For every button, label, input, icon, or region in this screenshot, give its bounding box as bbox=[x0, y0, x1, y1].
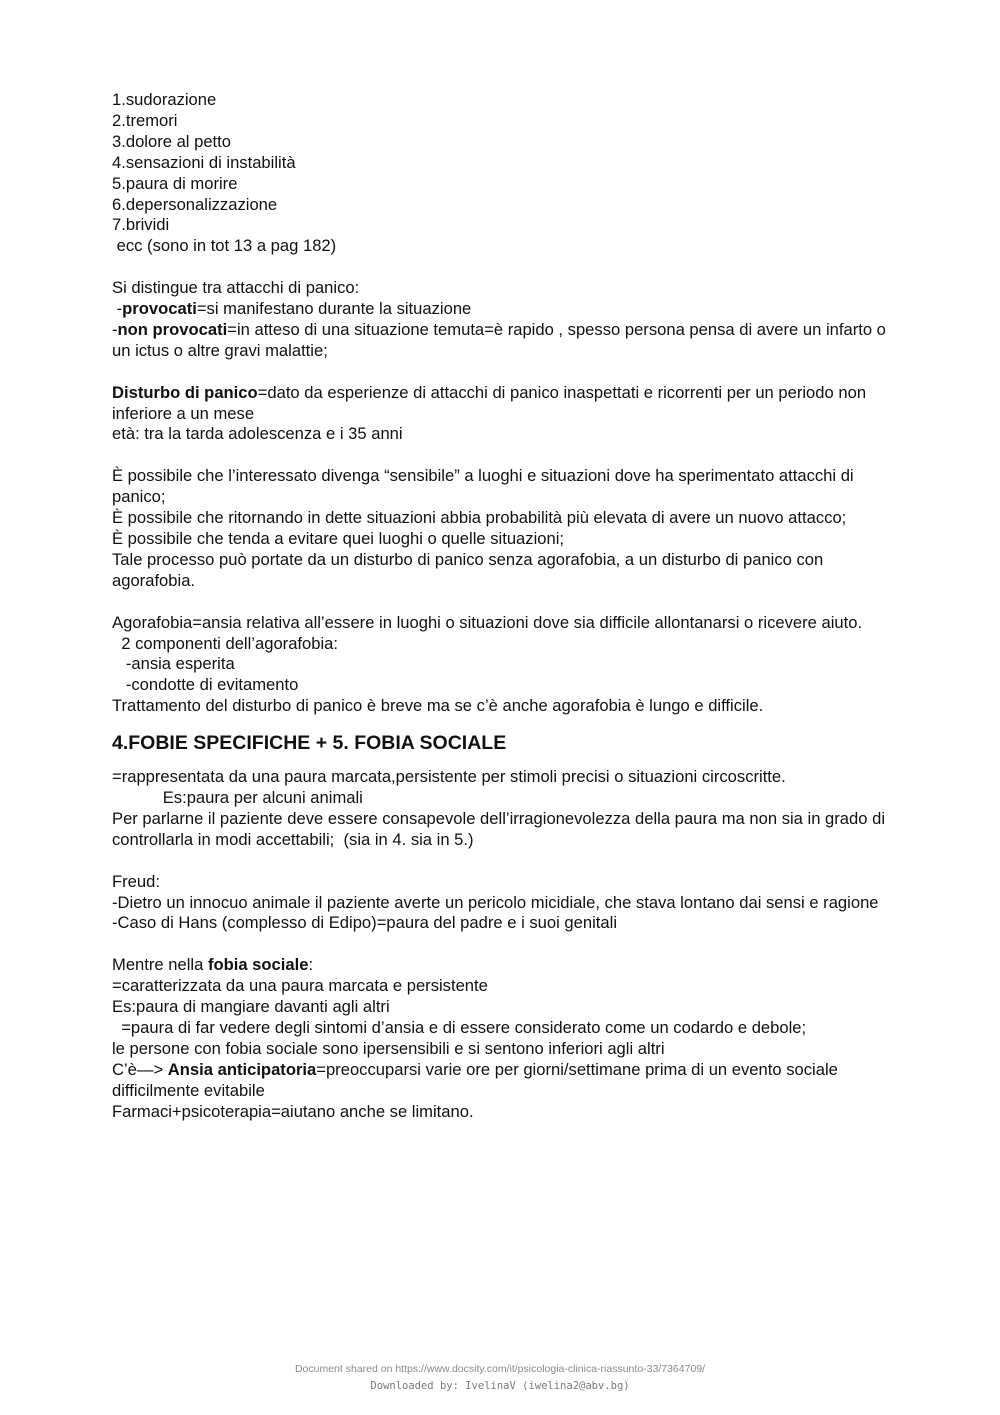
list-item: ecc (sono in tot 13 a pag 182) bbox=[112, 236, 337, 256]
text-run: - bbox=[112, 299, 123, 319]
text-run: =in atteso di una situazione temuta=è rapido , spesso persona pensa di avere un infarto o un ictus o altre gravi malattie; bbox=[112, 319, 891, 360]
paragraph: Trattamento del disturbo di panico è breve ma se c’è anche agorafobia è lungo e difficile. bbox=[112, 696, 764, 716]
paragraph: È possibile che tenda a evitare quei luoghi o quelle situazioni; bbox=[112, 528, 565, 548]
text-run: =si manifestano durante la situazione bbox=[196, 299, 472, 319]
list-item: -condotte di evitamento bbox=[112, 675, 299, 695]
list-item: 4.sensazioni di instabilità bbox=[112, 152, 296, 172]
list-item: 3.dolore al petto bbox=[112, 131, 232, 151]
paragraph: 2 componenti dell’agorafobia: bbox=[112, 633, 339, 653]
text-run: Mentre nella bbox=[112, 955, 208, 975]
list-item: 2.tremori bbox=[112, 110, 178, 130]
text-run: : bbox=[308, 955, 314, 975]
freud-section bbox=[112, 872, 902, 935]
panic-disorder-section bbox=[112, 383, 902, 446]
paragraph: Freud: bbox=[112, 871, 160, 891]
bold-term: provocati bbox=[122, 299, 197, 319]
sensitivity-section bbox=[112, 466, 902, 591]
paragraph: È possibile che ritornando in dette situazioni abbia probabilità più elevata di avere un nuovo attacco; bbox=[112, 508, 847, 528]
list-item: 6.depersonalizzazione bbox=[112, 194, 278, 214]
paragraph: Es:paura di mangiare davanti agli altri bbox=[112, 997, 390, 1017]
paragraph bbox=[112, 1060, 902, 1102]
paragraph bbox=[112, 955, 902, 976]
panic-attacks-section bbox=[112, 278, 902, 362]
bold-term: Disturbo di panico bbox=[112, 382, 258, 402]
bold-term: Ansia anticipatoria bbox=[167, 1059, 317, 1079]
paragraph: Per parlarne il paziente deve essere consapevole dell’irragionevolezza della paura ma non sia in grado di controllarla in modi accettabili; (sia in 4. sia in 5.) bbox=[112, 808, 890, 849]
document-page bbox=[112, 90, 902, 1123]
paragraph: =caratterizzata da una paura marcata e persistente bbox=[112, 976, 488, 996]
list-item: 7.brividi bbox=[112, 215, 170, 235]
paragraph: -Caso di Hans (complesso di Edipo)=paura del padre e i suoi genitali bbox=[112, 913, 618, 933]
paragraph: Si distingue tra attacchi di panico: bbox=[112, 278, 360, 298]
list-item: -ansia esperita bbox=[112, 654, 235, 674]
paragraph: le persone con fobia sociale sono ipersensibili e si sentono inferiori agli altri bbox=[112, 1038, 665, 1058]
text-run: =preoccuparsi varie ore per giorni/settimane prima di un evento sociale difficilmente evitabile bbox=[112, 1059, 843, 1100]
footer-downloaded-by: Downloaded by: IvelinaV (iwelina2@abv.bg) bbox=[370, 1380, 630, 1392]
agoraphobia-section bbox=[112, 613, 902, 718]
symptom-list bbox=[112, 90, 902, 257]
text-run: =dato da esperienze di attacchi di panico inaspettati e ricorrenti per un periodo non inferiore a un mese bbox=[112, 382, 871, 423]
paragraph: età: tra la tarda adolescenza e i 35 anni bbox=[112, 424, 403, 444]
paragraph bbox=[112, 383, 902, 425]
bold-term: non provocati bbox=[117, 319, 228, 339]
paragraph: Tale processo può portate da un disturbo di panico senza agorafobia, a un disturbo di panico con agorafobia. bbox=[112, 549, 828, 590]
section-heading: 4.FOBIE SPECIFICHE + 5. FOBIA SOCIALE bbox=[112, 732, 507, 755]
paragraph bbox=[112, 299, 902, 320]
phobias-section bbox=[112, 767, 902, 851]
paragraph: È possibile che l’interessato divenga “sensibile” a luoghi e situazioni dove ha sperimentato attacchi di panico; bbox=[112, 466, 859, 507]
bold-term: fobia sociale bbox=[207, 955, 309, 975]
list-item: 5.paura di morire bbox=[112, 173, 238, 193]
paragraph: =paura di far vedere degli sintomi d’ansia e di essere considerato come un codardo e debole; bbox=[112, 1017, 807, 1037]
list-item: 1.sudorazione bbox=[112, 90, 217, 109]
social-phobia-section bbox=[112, 955, 902, 1122]
paragraph: Farmaci+psicoterapia=aiutano anche se limitano. bbox=[112, 1101, 474, 1121]
text-run: C’è—> bbox=[112, 1059, 168, 1079]
paragraph bbox=[112, 320, 902, 362]
footer-shared-notice: Document shared on https://www.docsity.com/it/psicologia-clinica-riassunto-33/7364709/ bbox=[294, 1363, 706, 1375]
paragraph: -Dietro un innocuo animale il paziente averte un pericolo micidiale, che stava lontano dai sensi e ragione bbox=[112, 892, 879, 912]
text-run: - bbox=[112, 319, 118, 339]
paragraph: Agorafobia=ansia relativa all’essere in luoghi o situazioni dove sia difficile allontanarsi o ricevere aiuto. bbox=[112, 612, 863, 632]
paragraph: Es:paura per alcuni animali bbox=[112, 788, 363, 808]
paragraph: =rappresentata da una paura marcata,persistente per stimoli precisi o situazioni circoscritte. bbox=[112, 767, 786, 787]
